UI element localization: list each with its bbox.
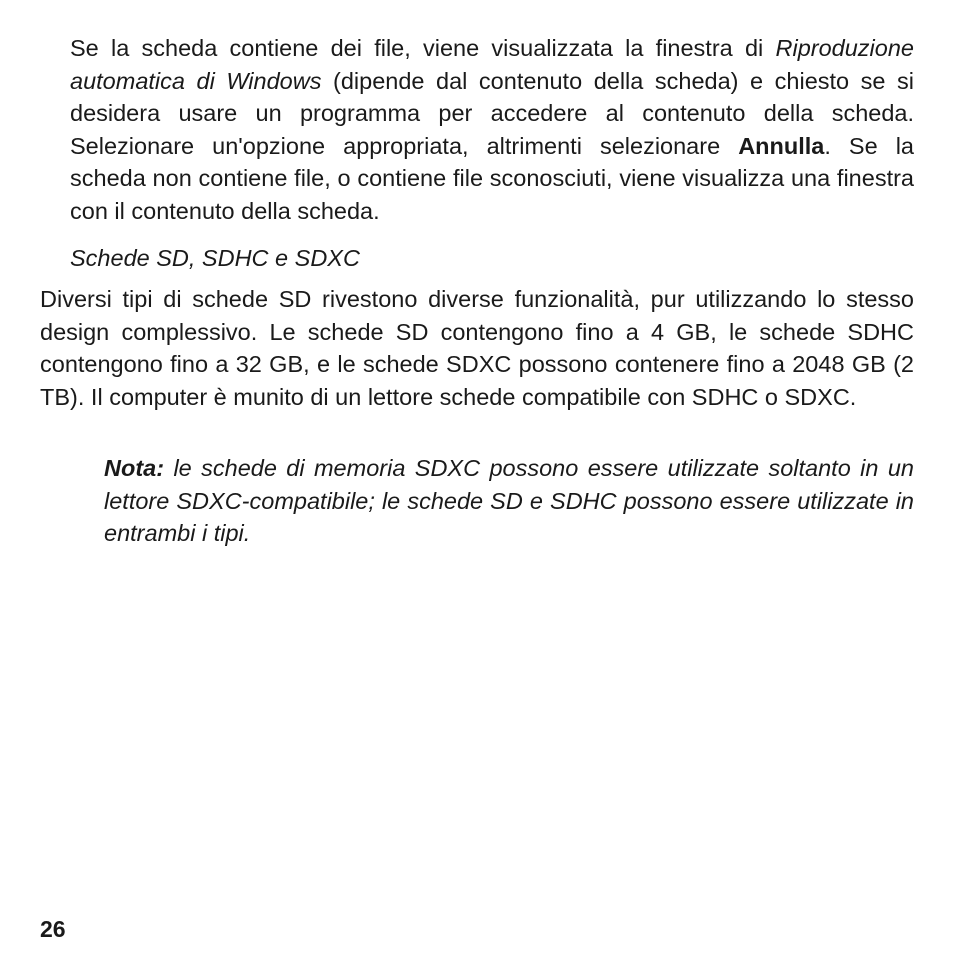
- intro-text-part3: . Se la scheda non contiene file, o contiene file sconosciuti, viene visualizza una finestra con il contenuto della scheda.: [70, 132, 914, 224]
- intro-paragraph: [70, 32, 914, 227]
- note-label: Nota:: [104, 455, 165, 481]
- note-block: [104, 452, 914, 550]
- page-number: 26: [40, 916, 66, 942]
- intro-text-part2: (dipende dal contenuto della scheda) e chiesto se si desidera usare un programma per accedere al contenuto della scheda. Selezionare un'opzione appropriata, altrimenti selezionare: [70, 67, 914, 159]
- autoplay-term: Riproduzione automatica di Windows: [70, 35, 914, 94]
- sd-types-paragraph: Diversi tipi di schede SD rivestono diverse funzionalità, pur utilizzando lo stesso design complessivo. Le schede SD contengono fino a 4 GB, le schede SDHC contengono fino a 32 GB, e le schede SDXC possono contenere fino a 2048 GB (2 TB). Il computer è munito di un lettore schede compatibile con SDHC o SDXC.: [40, 286, 914, 410]
- intro-text-part1: Se la scheda contiene dei file, viene visualizzata la finestra di: [70, 35, 776, 61]
- note-text: le schede di memoria SDXC possono essere utilizzate soltanto in un lettore SDXC-compatibile; le schede SD e SDHC possono essere utilizzate in entrambi i tipi.: [104, 455, 914, 546]
- cancel-term: Annulla: [738, 132, 825, 159]
- section-subheading: Schede SD, SDHC e SDXC: [70, 245, 360, 271]
